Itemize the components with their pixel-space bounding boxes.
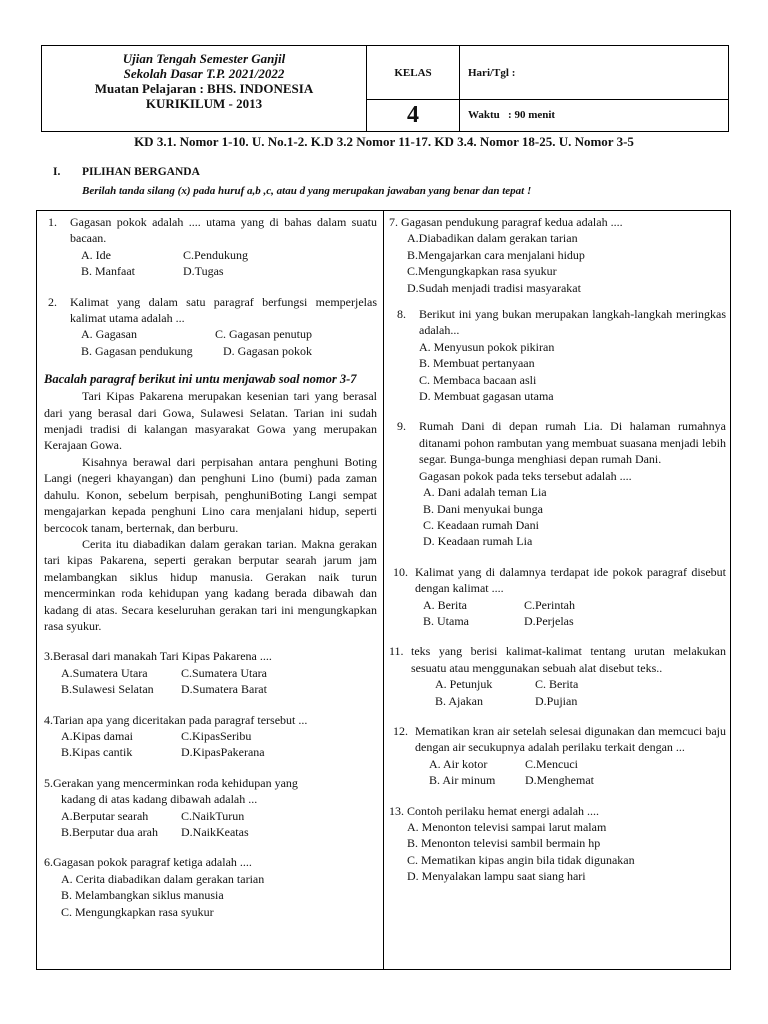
question-number: 8. [397, 307, 406, 322]
option-b[interactable]: B. Ajakan [435, 693, 483, 708]
exam-title-line-2: Sekolah Dasar T.P. 2021/2022 [123, 66, 285, 81]
option-c[interactable]: C. Gagasan penutup [215, 327, 312, 342]
option-b[interactable]: B.Berputar dua arah [61, 825, 158, 839]
question-12 [389, 723, 726, 789]
question-5 [44, 775, 377, 841]
option-b[interactable]: B. Manfaat [81, 264, 135, 279]
question-number: 1. [48, 215, 57, 229]
exam-title-line-1: Ujian Tengah Semester Ganjil [122, 51, 286, 66]
question-number: 12. [393, 723, 408, 738]
section-instruction: Berilah tanda silang (x) pada huruf a,b ,c, atau d yang merupakan jawaban yang benar dan tepat ! [82, 185, 532, 197]
question-text: 4.Tarian apa yang diceritakan pada paragraf tersebut ... [44, 712, 308, 727]
question-6 [44, 854, 377, 920]
question-text: Rumah Dani di depan rumah Lia. Di halaman rumahnya ditanami pohon rambutan yang membuat suasana menjadi lebih segar. Bunga-bunga menghiasi depan rumah Dani. [419, 419, 726, 467]
passage-paragraph-1: Tari Kipas Pakarena merupakan kesenian tari yang berasal dari yang berasal dari Gowa, Sulawesi Selatan. Tarian ini sudah menjadi tradisi di kalangan masyarakat Gowa yang merupakan Kerajaan Gowa. [44, 389, 377, 453]
exam-curriculum-line: KURIKILUM - 2013 [145, 96, 263, 111]
kd-line: KD 3.1. Nomor 1-10. U. No.1-2. K.D 3.2 Nomor 11-17. KD 3.4. Nomor 18-25. U. Nomor 3-5 [134, 134, 634, 149]
option-a[interactable]: A.Sumatera Utara [61, 665, 148, 680]
option-d[interactable]: D.KipasPakerana [181, 745, 265, 760]
waktu-label: Waktu [468, 109, 500, 121]
question-3 [44, 648, 377, 697]
option-d[interactable]: D.Tugas [183, 264, 224, 279]
question-text: Mematikan kran air setelah selesai digunakan dan memcuci baju dengan air secukupnya adalah perilaku terkait dengan ... [415, 723, 726, 755]
option-d[interactable]: D.NaikKeatas [181, 825, 249, 839]
option-c[interactable]: C.Mencuci [525, 756, 578, 771]
question-text: Gagasan pokok adalah .... utama yang di bahas dalam suatu bacaan. [70, 215, 377, 246]
option-a[interactable]: A. Menonton televisi sampai larut malam [407, 820, 607, 834]
option-b[interactable]: B. Menonton televisi sambil bermain hp [407, 836, 601, 851]
right-column [389, 214, 726, 885]
question-text: 13. Contoh perilaku hemat energi adalah .... [389, 803, 600, 818]
option-d[interactable]: D. Keadaan rumah Lia [423, 534, 533, 549]
option-d[interactable]: D.Pujian [535, 693, 578, 708]
option-c[interactable]: C. Mematikan kipas angin bila tidak digunakan [407, 852, 635, 867]
option-b[interactable]: B. Melambangkan siklus manusia [61, 888, 224, 903]
option-a[interactable]: A. Petunjuk [435, 677, 493, 692]
option-d[interactable]: D. Gagasan pokok [223, 343, 312, 358]
question-text: 6.Gagasan pokok paragraf ketiga adalah .... [44, 855, 252, 870]
question-number: 10. [393, 564, 408, 579]
option-b[interactable]: B.Kipas cantik [61, 745, 133, 760]
question-text-continued: kadang di atas kadang dibawah adalah ... [61, 792, 258, 807]
header-table [41, 45, 729, 132]
question-text: 7. Gagasan pendukung paragraf kedua adalah .... [389, 215, 623, 229]
option-a[interactable]: A. Cerita diabadikan dalam gerakan tarian [61, 871, 265, 886]
exam-title-cell [42, 46, 367, 131]
option-c[interactable]: C.Pendukung [183, 247, 249, 262]
option-a[interactable]: A. Air kotor [429, 756, 488, 771]
column-divider [383, 210, 384, 970]
question-4 [44, 712, 377, 761]
question-13 [389, 803, 726, 885]
option-a[interactable]: A. Berita [423, 597, 467, 612]
option-b[interactable]: B. Gagasan pendukung [81, 343, 193, 358]
question-text: Kalimat yang di dalamnya terdapat ide pokok paragraf disebut dengan kalimat .... [415, 564, 726, 596]
question-10 [389, 564, 726, 630]
option-a[interactable]: A.Kipas damai [61, 728, 133, 743]
option-b[interactable]: B. Dani menyukai bunga [423, 501, 543, 516]
kelas-label: KELAS [367, 46, 460, 100]
question-text: teks yang berisi kalimat-kalimat tentang urutan melakukan sesuatu atau menggunakan sebuah alat disebut teks.. [411, 644, 726, 675]
option-b[interactable]: B.Sulawesi Selatan [61, 682, 154, 697]
option-c[interactable]: C. Membaca bacaan asli [419, 372, 537, 387]
option-d[interactable]: D.Perjelas [524, 613, 574, 628]
option-b[interactable]: B. Utama [423, 613, 469, 628]
left-column [44, 214, 377, 920]
option-c[interactable]: C.Sumatera Utara [181, 665, 267, 680]
question-number: 2. [48, 294, 57, 309]
option-a[interactable]: A. Gagasan [81, 327, 137, 342]
option-c[interactable]: C.KipasSeribu [181, 728, 252, 743]
option-c[interactable]: C. Mengungkapkan rasa syukur [61, 904, 214, 919]
section-heading [53, 166, 200, 178]
option-b[interactable]: B. Membuat pertanyaan [419, 356, 535, 371]
option-d[interactable]: D.Sumatera Barat [181, 682, 267, 697]
question-7 [389, 214, 726, 296]
waktu-field [460, 100, 728, 131]
option-c[interactable]: C. Keadaan rumah Dani [423, 517, 539, 532]
question-text: Berikut ini yang bukan merupakan langkah-langkah meringkas adalah... [419, 307, 726, 338]
option-d[interactable]: D. Menyalakan lampu saat siang hari [407, 869, 586, 884]
option-d[interactable]: D.Sudah menjadi tradisi masyarakat [407, 280, 581, 295]
option-c[interactable]: C.NaikTurun [181, 808, 245, 823]
hari-tgl-field: Hari/Tgl : [460, 46, 728, 100]
question-prompt: Gagasan pokok pada teks tersebut adalah .... [419, 468, 632, 483]
waktu-value: : 90 menit [508, 109, 556, 121]
option-c[interactable]: C.Perintah [524, 597, 575, 612]
option-a[interactable]: A.Berputar searah [61, 808, 149, 823]
question-8 [389, 306, 726, 404]
passage-paragraph-2: Kisahnya berawal dari perpisahan antara penghuni Boting Langi (negeri khayangan) dan penghuni Lino (bumi) pada zaman dahulu. Konon, sebelum berpisah, penghuniBoting Langi sempat mengajarkan kepada penghuni Lino cara menjalani hidup, seperti bercocok tanam, berternak, dan berburu. [44, 454, 377, 535]
passage-paragraph-3: Cerita itu diabadikan dalam gerakan tarian. Makna gerakan tari kipas Pakarena, seperti gerakan berputar searah jarum jam melambangkan siklus hidup manusia. Gerakan naik turun mencerminkan roda kehidupan yang kadang berada dibawah dan kadang di atas. Secara keseluruhan gerakan tari ini mengungkapkan rasa syukur. [44, 536, 377, 633]
option-d[interactable]: D.Menghemat [525, 773, 594, 788]
option-b[interactable]: B. Air minum [429, 773, 496, 788]
question-9 [389, 418, 726, 549]
question-text: 3.Berasal dari manakah Tari Kipas Pakarena .... [44, 649, 272, 664]
question-text: 5.Gerakan yang mencerminkan roda kehidupan yang [44, 775, 298, 790]
question-2 [44, 294, 377, 360]
section-title: PILIHAN BERGANDA [82, 166, 200, 178]
section-number: I. [53, 166, 61, 178]
option-c[interactable]: C. Berita [535, 677, 579, 692]
option-a[interactable]: A. Ide [81, 247, 111, 262]
option-c[interactable]: C.Mengungkapkan rasa syukur [407, 264, 557, 279]
option-a[interactable]: A. Menyusun pokok pikiran [419, 339, 555, 354]
kelas-value: 4 [367, 100, 460, 131]
option-d[interactable]: D. Membuat gagasan utama [419, 389, 554, 404]
passage-title: Bacalah paragraf berikut ini untu menjawab soal nomor 3-7 [44, 372, 357, 387]
exam-subject-line: Muatan Pelajaran : BHS. INDONESIA [94, 81, 314, 96]
option-a[interactable]: A.Diabadikan dalam gerakan tarian [407, 231, 578, 246]
question-text: Kalimat yang dalam satu paragraf berfungsi memperjelas kalimat utama adalah ... [70, 294, 377, 326]
option-b[interactable]: B.Mengajarkan cara menjalani hidup [407, 247, 585, 262]
question-11 [389, 643, 726, 709]
question-1 [44, 214, 377, 280]
question-number: 9. [397, 419, 406, 434]
option-a[interactable]: A. Dani adalah teman Lia [423, 485, 547, 500]
question-number: 11. [389, 644, 404, 659]
